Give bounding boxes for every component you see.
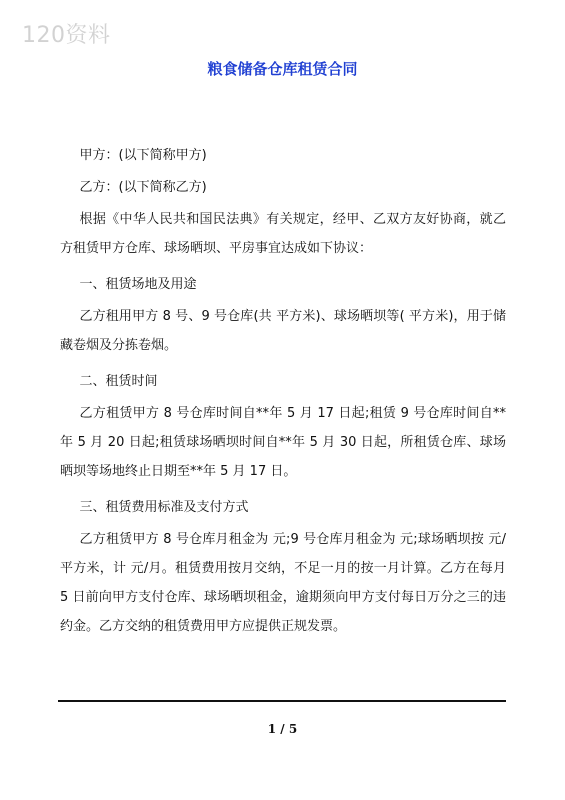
page-separator: / [276,722,289,736]
page-number [0,722,565,736]
section-paragraph-1: 乙方租用甲方 8 号、9 号仓库(共 平方米)、球场晒坝等( 平方米)，用于储藏卷烟及分拣卷烟。 [60,309,506,353]
document-title: 粮食储备仓库租赁合同 [207,60,358,78]
section-heading-2: 二、租赁时间 [79,374,158,389]
party-a-line: 甲方：(以下简称甲方) [79,148,207,163]
document-body [60,141,506,648]
party-b-line: 乙方：(以下简称乙方) [79,180,207,195]
footer-rule [58,700,506,702]
section-heading-3: 三、租赁费用标准及支付方式 [79,500,249,515]
watermark: 120资料 [22,23,111,48]
current-page: 1 [267,722,277,736]
total-pages: 5 [288,722,298,736]
section-paragraph-3: 乙方租赁甲方 8 号仓库月租金为 元;9 号仓库月租金为 元;球场晒坝按 元/平方米，计 元/月。租赁费用按月交纳，不足一月的按一月计算。乙方在每月 5 日前向甲方支付仓库、球场晒坝租金，逾期须向甲方支付每日万分之三的违约金。乙方交纳的租赁费用甲方应提供正规发票。 [60,532,506,634]
section-heading-1: 一、租赁场地及用途 [79,277,197,292]
preamble-paragraph: 根据《中华人民共和国民法典》有关规定，经甲、乙双方友好协商，就乙方租赁甲方仓库、球场晒坝、平房事宜达成如下协议： [60,212,506,256]
section-paragraph-2: 乙方租赁甲方 8 号仓库时间自**年 5 月 17 日起;租赁 9 号仓库时间自**年 5 月 20 日起;租赁球场晒坝时间自**年 5 月 30 日起，所租赁仓库、球场晒坝等场地终止日期至**年 5 月 17 日。 [60,406,506,479]
